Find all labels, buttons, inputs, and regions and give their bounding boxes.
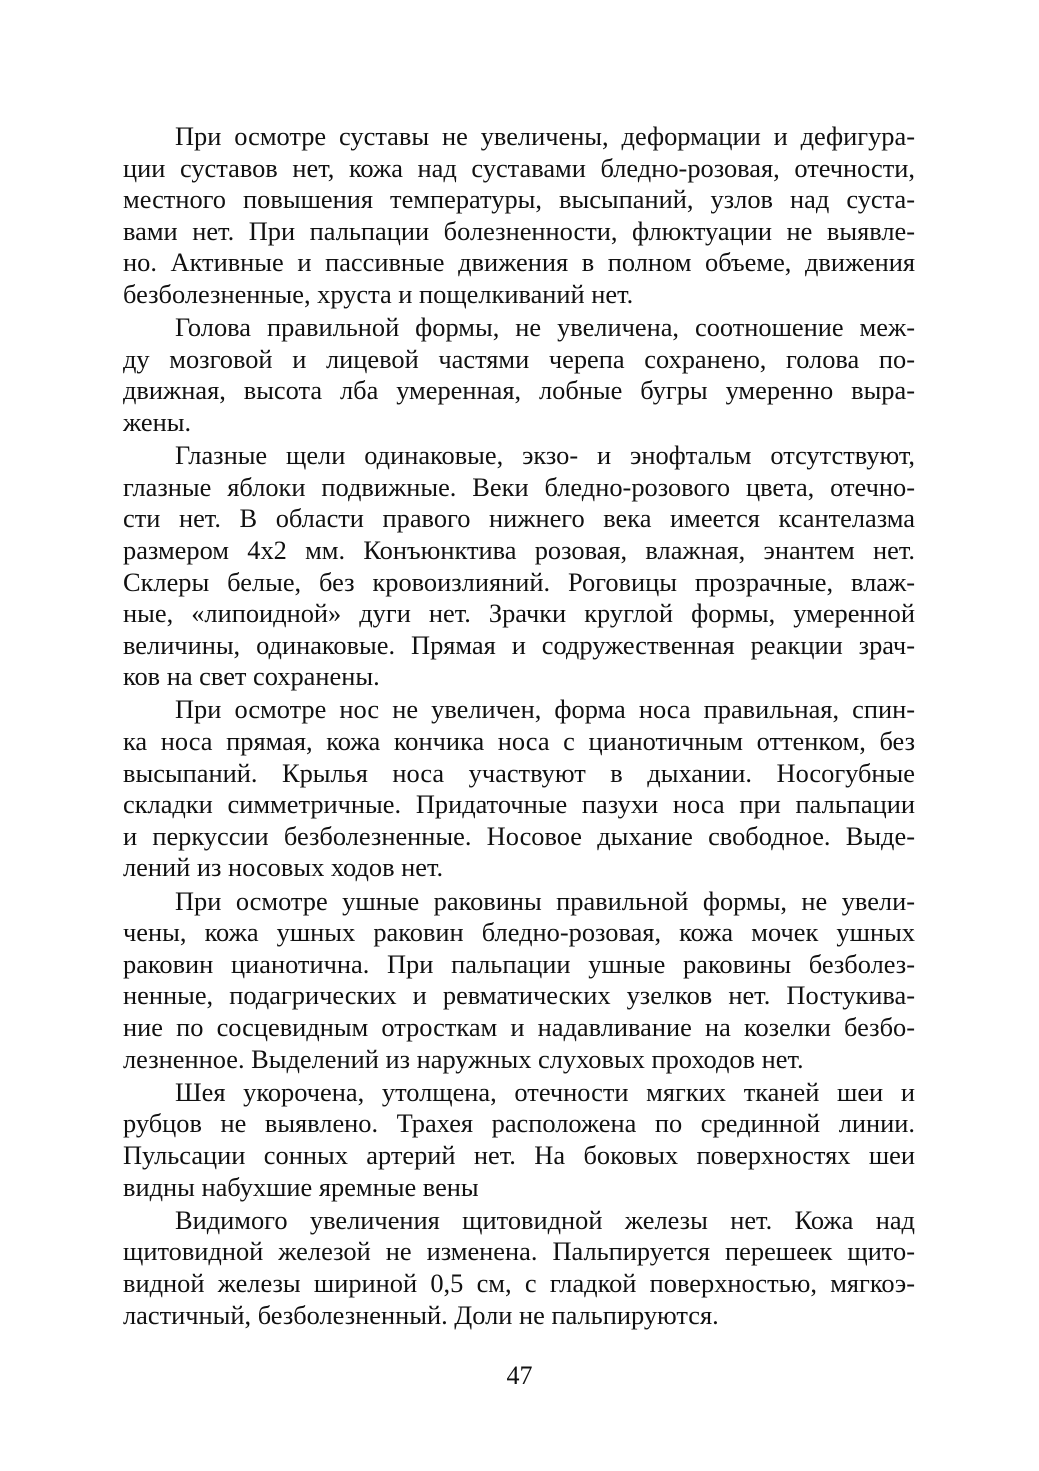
text-line: величины, одинаковые. Прямая и содружественная реакции зрач- <box>123 629 915 660</box>
text-line: При осмотре нос не увеличен, форма носа правильная, спин- <box>175 694 915 725</box>
text-line: жены. <box>123 406 192 437</box>
text-line: лезненное. Выделений из наружных слуховых проходов нет. <box>123 1043 804 1074</box>
paragraph-joints <box>123 121 915 311</box>
paragraph-thyroid <box>123 1205 915 1331</box>
text-line: вами нет. При пальпации болезненности, флюктуации не выявле- <box>123 215 915 246</box>
paragraph-neck <box>123 1077 915 1203</box>
text-line: ка носа прямая, кожа кончика носа с цианотичным оттенком, без <box>123 726 915 757</box>
text-line: ции суставов нет, кожа над суставами бледно-розовая, отечности, <box>123 152 915 183</box>
text-line: рубцов не выявлено. Трахея расположена по срединной линии. <box>123 1108 915 1139</box>
text-line: лений из носовых ходов нет. <box>123 852 444 883</box>
text-line: движная, высота лба умеренная, лобные бугры умеренно выра- <box>123 375 915 406</box>
text-line: Шея укорочена, утолщена, отечности мягких тканей шеи и <box>175 1076 915 1107</box>
paragraph-nose <box>123 694 915 884</box>
page-number: 47 <box>506 1361 533 1390</box>
text-line: При осмотре суставы не увеличены, деформации и дефигура- <box>175 121 915 151</box>
text-line: ков на свет сохранены. <box>123 661 380 692</box>
text-line: глазные яблоки подвижные. Веки бледно-розового цвета, отечно- <box>123 471 915 502</box>
text-line: Видимого увеличения щитовидной железы нет. Кожа над <box>175 1204 915 1235</box>
text-line: ные, «липоидной» дуги нет. Зрачки круглой формы, умеренной <box>123 598 915 629</box>
text-line: щитовидной железой не изменена. Пальпируется перешеек щито- <box>123 1236 915 1267</box>
text-line: но. Активные и пассивные движения в полном объеме, движения <box>123 247 915 278</box>
text-line: ду мозговой и лицевой частями черепа сохранено, голова по- <box>123 343 915 374</box>
text-line: чены, кожа ушных раковин бледно-розовая, кожа мочек ушных <box>123 917 915 948</box>
text-line: При осмотре ушные раковины правильной формы, не увели- <box>175 885 915 916</box>
text-line: сти нет. В области правого нижнего века имеется ксантелазма <box>123 503 915 534</box>
text-line: высыпаний. Крылья носа участвуют в дыхании. Носогубные <box>123 757 915 788</box>
paragraph-eyes <box>123 440 915 693</box>
page-body <box>123 121 915 1333</box>
text-line: ластичный, безболезненный. Доли не пальпируются. <box>123 1299 719 1330</box>
text-line: местного повышения температуры, высыпаний, узлов над суста- <box>123 184 915 215</box>
text-line: Глазные щели одинаковые, экзо- и энофтальм отсутствуют, <box>175 440 915 471</box>
text-line: и перкуссии безболезненные. Носовое дыхание свободное. Выде- <box>123 820 915 851</box>
text-line: Склеры белые, без кровоизлияний. Роговицы прозрачные, влаж- <box>123 566 915 597</box>
text-line: безболезненные, хруста и пощелкиваний нет. <box>123 278 634 309</box>
text-line: ние по сосцевидным отросткам и надавливание на козелки безбо- <box>123 1012 915 1042</box>
text-line: складки симметричные. Придаточные пазухи носа при пальпации <box>123 789 915 820</box>
text-line: видны набухшие яремные вены <box>123 1171 479 1202</box>
text-line: Голова правильной формы, не увеличена, соотношение меж- <box>175 312 915 343</box>
paragraph-head <box>123 312 915 438</box>
paragraph-ears <box>123 886 915 1076</box>
text-line: ненные, подагрических и ревматических узелков нет. Постукива- <box>123 980 915 1011</box>
text-line: размером 4х2 мм. Конъюнктива розовая, влажная, энантем нет. <box>123 534 915 565</box>
text-line: Пульсации сонных артерий нет. На боковых поверхностях шеи <box>123 1139 915 1170</box>
text-line: раковин цианотична. При пальпации ушные раковины безболез- <box>123 948 915 979</box>
text-line: видной железы шириной 0,5 см, с гладкой поверхностью, мягкоэ- <box>123 1267 915 1298</box>
